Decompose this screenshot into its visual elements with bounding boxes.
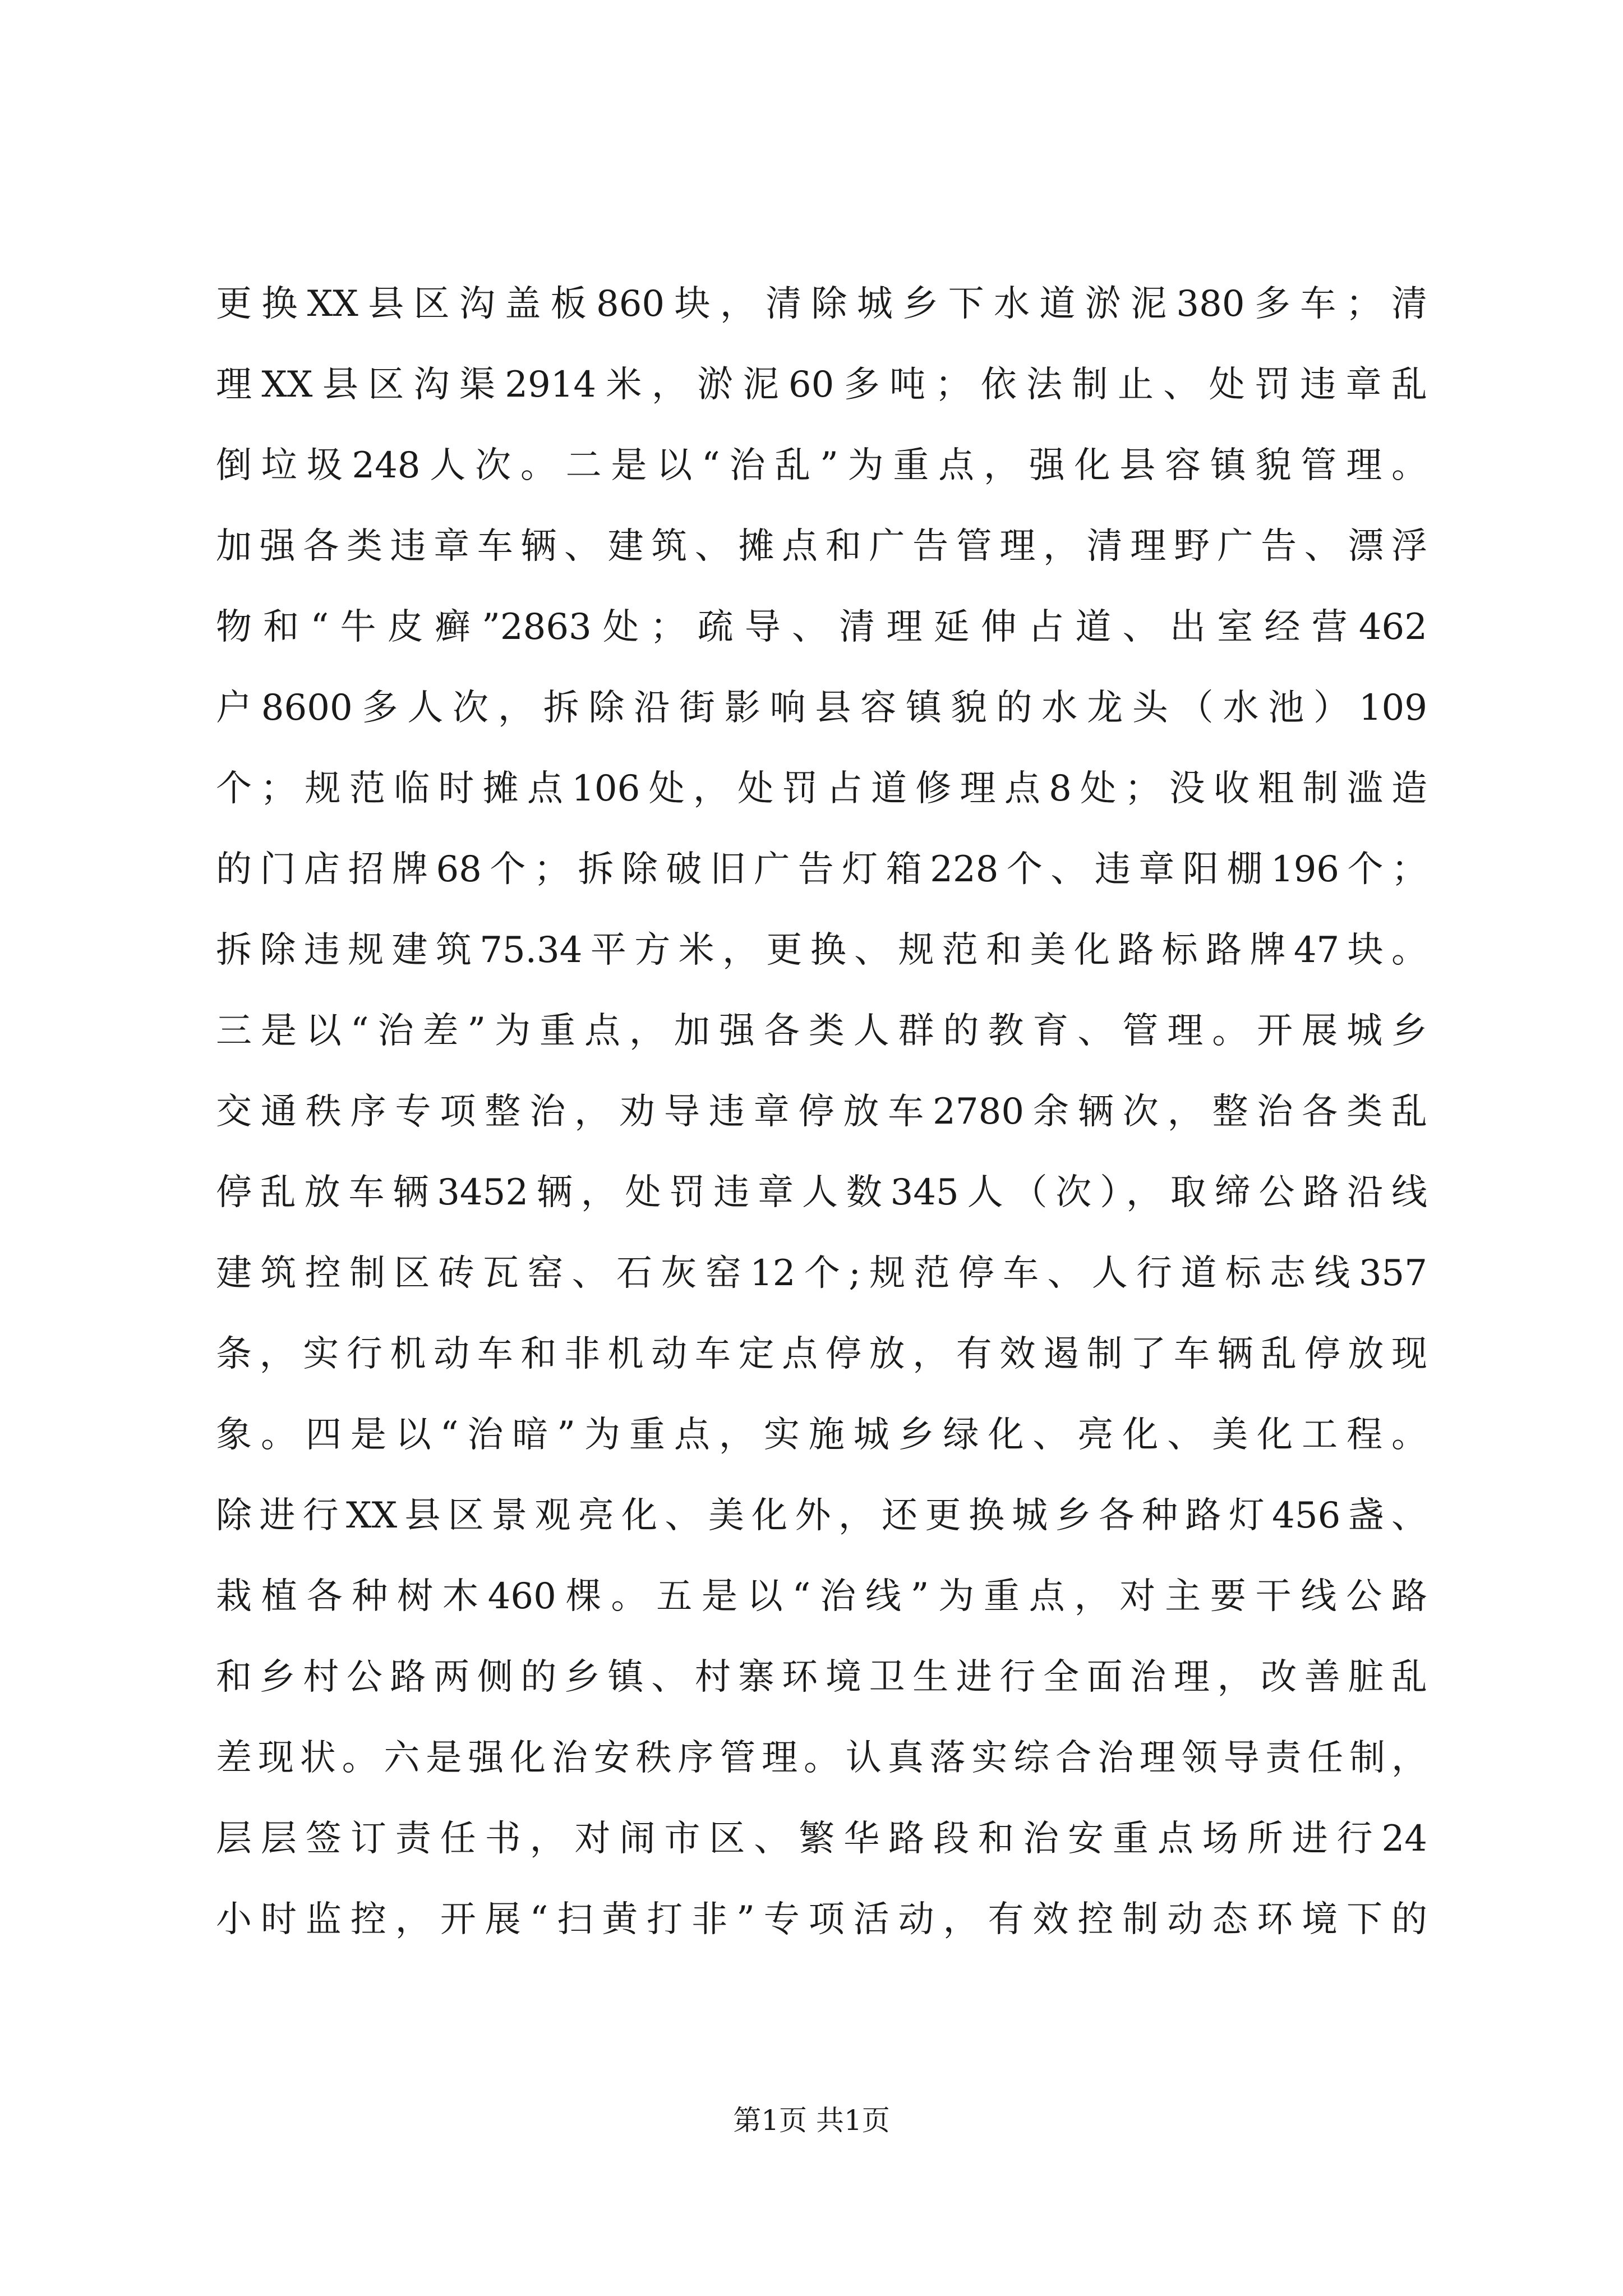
text-line: 除进行XX县区景观亮化、美化外，还更换城乡各种路灯456盏、 [216, 1495, 1427, 1536]
text-line: 象。四是以“治暗”为重点，实施城乡绿化、亮化、美化工程。 [216, 1414, 1427, 1456]
text-line: 个；规范临时摊点106处，处罚占道修理点8处；没收粗制滥造 [216, 768, 1427, 809]
text-line: 停乱放车辆3452辆，处罚违章人数345人（次），取缔公路沿线 [216, 1172, 1427, 1213]
text-line: 拆除违规建筑75.34平方米，更换、规范和美化路标路牌47块。 [216, 930, 1427, 971]
body-paragraph [216, 264, 1427, 1960]
text-line: 加强各类违章车辆、建筑、摊点和广告管理，清理野广告、漂浮 [216, 526, 1427, 567]
text-line: 的门店招牌68个；拆除破旧广告灯箱228个、违章阳棚196个； [216, 849, 1427, 890]
text-line: 小时监控，开展“扫黄打非”专项活动，有效控制动态环境下的 [216, 1899, 1427, 1940]
text-line: 条，实行机动车和非机动车定点停放，有效遏制了车辆乱停放现 [216, 1333, 1427, 1375]
text-line: 差现状。六是强化治安秩序管理。认真落实综合治理领导责任制， [216, 1737, 1427, 1779]
text-line: 三是以“治差”为重点，加强各类人群的教育、管理。开展城乡 [216, 1010, 1427, 1052]
text-line: 更换XX县区沟盖板860块，清除城乡下水道淤泥380多车；清 [216, 283, 1427, 325]
text-line: 理XX县区沟渠2914米，淤泥60多吨；依法制止、处罚违章乱 [216, 364, 1427, 406]
text-line: 建筑控制区砖瓦窑、石灰窑12个;规范停车、人行道标志线357 [216, 1253, 1427, 1294]
text-line: 交通秩序专项整治，劝导违章停放车2780余辆次，整治各类乱 [216, 1091, 1427, 1133]
text-line: 物和“牛皮癣”2863处；疏导、清理延伸占道、出室经营462 [216, 606, 1427, 648]
text-line: 和乡村公路两侧的乡镇、村寨环境卫生进行全面治理，改善脏乱 [216, 1657, 1427, 1698]
text-line: 户8600多人次，拆除沿街影响县容镇貌的水龙头（水池）109 [216, 687, 1427, 729]
text-line: 层层签订责任书，对闹市区、繁华路段和治安重点场所进行24 [216, 1818, 1427, 1860]
page-number-label: 第1页 共1页 [733, 2104, 890, 2137]
text-line: 栽植各种树木460棵。五是以“治线”为重点，对主要干线公路 [216, 1576, 1427, 1617]
page-footer [0, 2101, 1623, 2140]
text-line: 倒垃圾248人次。二是以“治乱”为重点，强化县容镇貌管理。 [216, 445, 1427, 486]
